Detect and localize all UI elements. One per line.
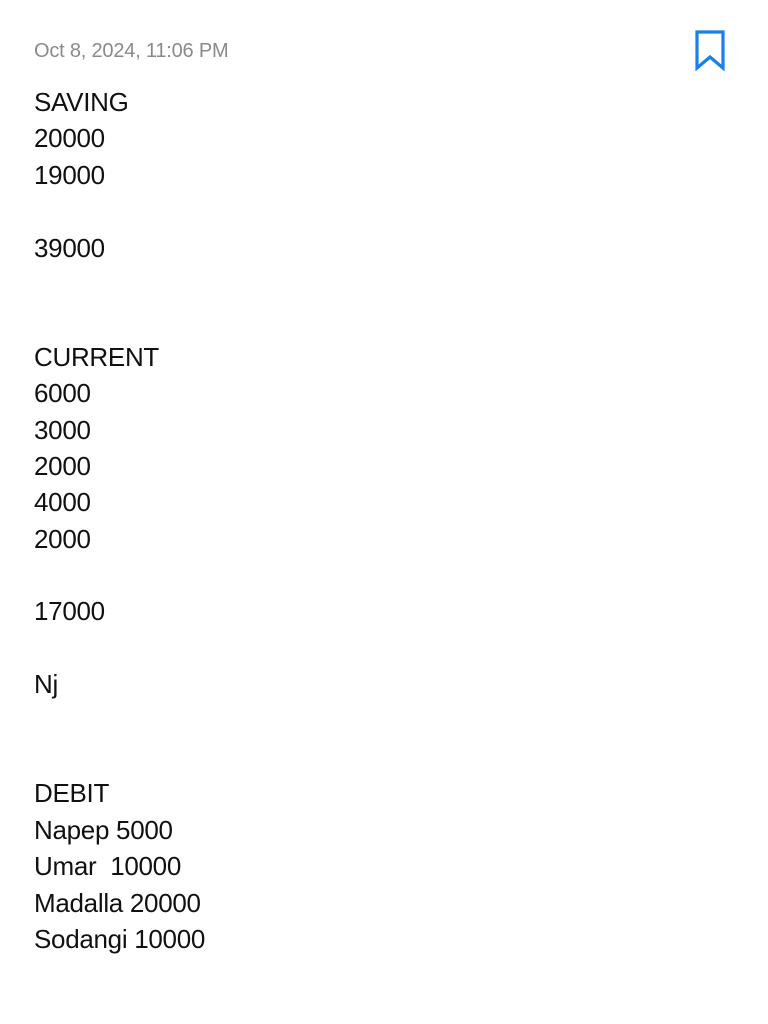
- note-line: Sodangi 10000: [34, 923, 206, 954]
- bookmark-button[interactable]: [688, 26, 732, 74]
- note-line: [34, 266, 734, 302]
- note-line: 3000: [34, 414, 91, 445]
- note-line: Madalla 20000: [34, 887, 201, 918]
- note-line: 2000: [34, 450, 91, 481]
- note-line: 2000: [34, 523, 91, 554]
- bookmark-icon: [694, 29, 726, 71]
- note-line: 39000: [34, 232, 105, 263]
- note-line: Umar 10000: [34, 851, 181, 882]
- note-line: [34, 193, 734, 229]
- note-line: [34, 703, 734, 739]
- note-content[interactable]: [34, 84, 734, 957]
- note-line: 6000: [34, 378, 91, 409]
- note-header: [0, 0, 768, 90]
- note-line: 20000: [34, 123, 105, 154]
- note-line: [34, 302, 734, 338]
- note-line: CURRENT: [34, 341, 160, 372]
- note-line: [34, 557, 734, 593]
- note-line: SAVING: [34, 87, 129, 117]
- note-line: Napep 5000: [34, 814, 173, 845]
- note-line: [34, 630, 734, 666]
- note-line: 17000: [34, 596, 105, 627]
- note-line: 19000: [34, 159, 105, 190]
- note-timestamp: Oct 8, 2024, 11:06 PM: [34, 40, 229, 62]
- note-line: 4000: [34, 487, 91, 518]
- note-line: DEBIT: [34, 778, 110, 809]
- note-line: [34, 739, 734, 775]
- note-line: Nj: [34, 669, 58, 700]
